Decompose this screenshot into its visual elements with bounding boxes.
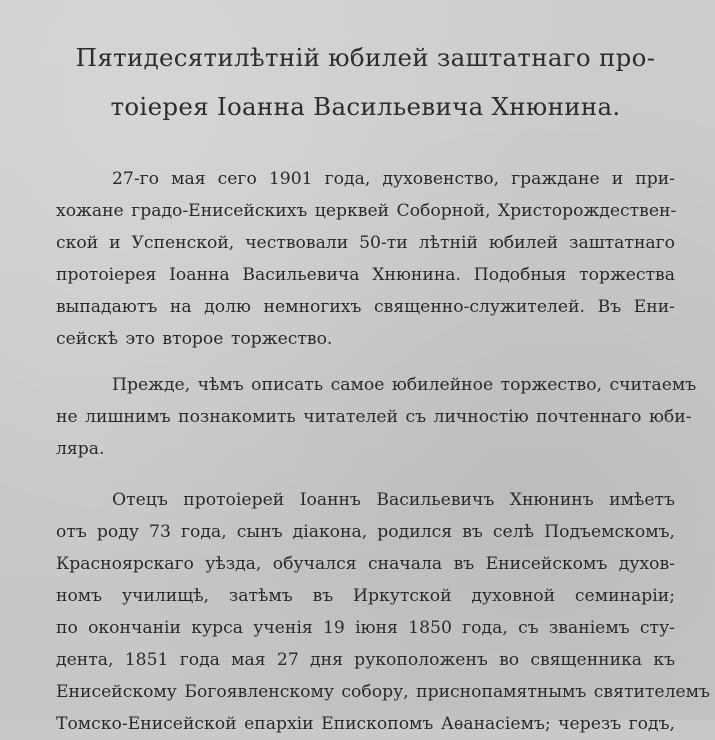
title-line: Пятидесятилѣтній юбилей заштатнаго про- bbox=[75, 43, 656, 72]
text-line: Красноярскаго уѣзда, обучался сначала въ Енисейскомъ духов- bbox=[56, 554, 675, 574]
text-line: отъ роду 73 года, сынъ діакона, родился въ селѣ Подъемскомъ, bbox=[56, 522, 675, 542]
text-line: не лишнимъ познакомить читателей съ личностію почтеннаго юби- bbox=[56, 407, 692, 427]
text-line: ской и Успенской, чествовали 50-ти лѣтній юбилей заштатнаго bbox=[56, 233, 675, 253]
text-line: Томско-Енисейской епархіи Епископомъ Аѳанасіемъ; черезъ годъ, bbox=[56, 714, 675, 734]
paragraph-biography bbox=[56, 484, 710, 740]
text-line: Прежде, чѣмъ описать самое юбилейное торжество, считаемъ bbox=[112, 375, 697, 395]
text-line: сейскѣ это второе торжество. bbox=[56, 329, 333, 349]
text-line: выпадаютъ на долю немногихъ священно-служителей. Въ Ени- bbox=[56, 297, 675, 317]
text-line: Енисейскому Богоявленскому собору, приснопамятнымъ святителемъ bbox=[56, 682, 710, 702]
text-line: дента, 1851 года мая 27 дня рукоположенъ во священника къ bbox=[56, 650, 675, 670]
article-body bbox=[56, 163, 710, 740]
paragraph-introduction bbox=[56, 369, 697, 465]
paragraph-jubilee-announcement bbox=[56, 163, 675, 355]
text-line: по окончаніи курса ученія 19 іюня 1850 года, съ званіемъ сту- bbox=[56, 618, 675, 638]
text-line: протоіерея Іоанна Васильевича Хнюнина. Подобныя торжества bbox=[56, 265, 675, 285]
text-line: номъ училищѣ, затѣмъ въ Иркутской духовной семинаріи; bbox=[56, 586, 675, 606]
title-line: тоіерея Іоанна Васильевича Хнюнина. bbox=[110, 92, 621, 121]
text-line: 27-го мая сего 1901 года, духовенство, граждане и при- bbox=[112, 169, 675, 189]
text-line: Отецъ протоіерей Іоаннъ Васильевичъ Хнюнинъ имѣетъ bbox=[112, 490, 675, 510]
text-line: ляра. bbox=[56, 439, 105, 459]
text-line: хожане градо-Енисейскихъ церквей Соборной, Христорождествен- bbox=[56, 201, 677, 221]
article-title bbox=[56, 0, 675, 131]
